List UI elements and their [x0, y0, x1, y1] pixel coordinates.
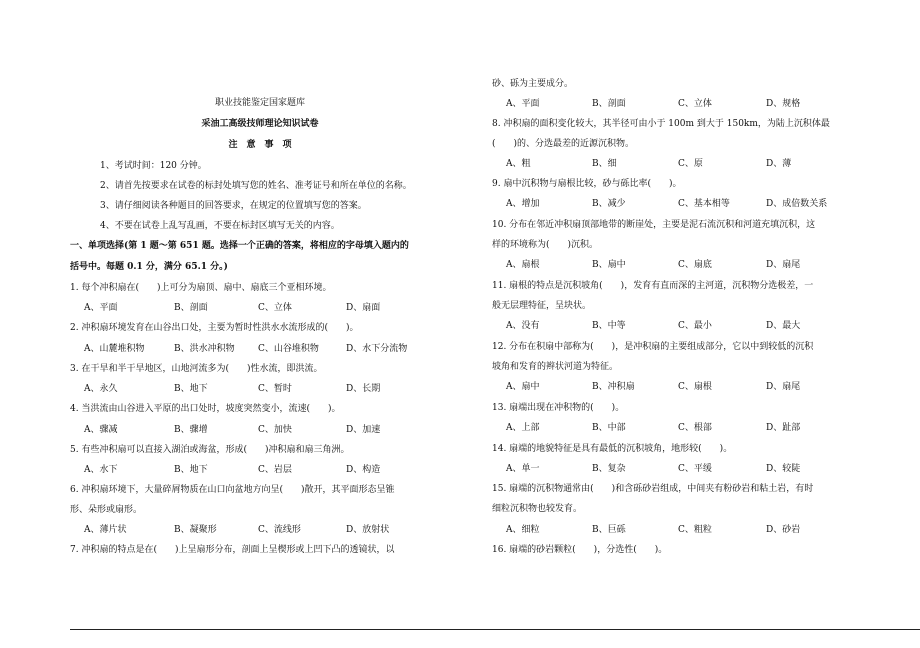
- option-b: B、中部: [592, 423, 626, 433]
- option-c: C、山谷堆积物: [258, 344, 319, 354]
- question-stem: 6. 冲积扇环境下，大量碎屑物质在山口向盆地方向呈( )散开，其平面形态呈锥: [70, 485, 395, 495]
- option-d: D、最大: [766, 321, 801, 331]
- option-d: D、扇尾: [766, 260, 801, 270]
- question-stem: 4. 当洪流由山谷进入平原的出口处时，坡度突然变小，流速( )。: [70, 404, 341, 414]
- question-options: [492, 198, 852, 210]
- option-a: A、山麓堆积物: [84, 344, 145, 354]
- option-a: A、骤减: [84, 425, 118, 435]
- option-d: D、较陡: [766, 464, 801, 474]
- question-options: [492, 381, 852, 393]
- question-options: [492, 259, 852, 271]
- option-b: B、骤增: [174, 425, 208, 435]
- option-d: D、构造: [346, 465, 381, 475]
- option-c: C、原: [678, 159, 703, 169]
- question-options: [492, 98, 852, 110]
- option-a: A、永久: [84, 384, 118, 394]
- question-stem-cont: 形、朵形或扇形。: [70, 505, 143, 515]
- option-a: A、扇中: [506, 382, 540, 392]
- page-bottom-rule: [70, 629, 920, 630]
- option-d: D、砂岩: [766, 525, 801, 535]
- option-a: A、细粒: [506, 525, 540, 535]
- question-stem: 12. 分布在积扇中部称为( )，是冲积扇的主要组成部分，它以中到较低的沉积: [492, 342, 814, 352]
- option-b: B、地下: [174, 465, 208, 475]
- option-c: C、立体: [678, 99, 712, 109]
- option-c: C、基本相等: [678, 199, 730, 209]
- question-options: [492, 320, 852, 332]
- notice-item: 4、不要在试卷上乱写乱画，不要在标封区填写无关的内容。: [100, 221, 340, 231]
- question-stem-cont: 坡角和发育的辫状河道为特征。: [492, 362, 619, 372]
- option-a: A、单一: [506, 464, 540, 474]
- option-a: A、平面: [506, 99, 540, 109]
- question-options: [70, 524, 450, 536]
- question-stem: 7. 冲积扇的特点是在( )上呈扇形分布，剖面上呈楔形或上凹下凸的透镜状，以: [70, 545, 395, 555]
- question-stem-cont: ( )的、分选最差的近源沉积物。: [492, 139, 635, 149]
- question-options: [70, 343, 450, 355]
- option-d: D、成倍数关系: [766, 199, 828, 209]
- option-d: D、薄: [766, 159, 792, 169]
- option-c: C、暂时: [258, 384, 292, 394]
- option-d: D、扇面: [346, 303, 381, 313]
- section-heading: 一、单项选择(第 1 题～第 651 题。选择一个正确的答案，将相应的字母填入题内的: [70, 241, 409, 251]
- option-a: A、扇根: [506, 260, 540, 270]
- option-c: C、岩层: [258, 465, 292, 475]
- question-stem: 16. 扇端的砂岩颗粒( )，分选性( )。: [492, 545, 668, 555]
- question-stem-cont: 细粒沉积物也较发育。: [492, 504, 583, 514]
- exam-bank-title: 职业技能鉴定国家题库: [214, 98, 305, 108]
- question-stem: 5. 有些冲积扇可以直接入湖泊或海盆，形成( )冲积扇和扇三角洲。: [70, 445, 350, 455]
- question-options: [70, 383, 450, 395]
- question-stem: 3. 在干旱和半干旱地区，山地河流多为( )性水流，即洪流。: [70, 364, 323, 374]
- question-stem: 10. 分布在邻近冲积扇顶部地带的断崖处，主要是泥石流沉积和河道充填沉积，这: [492, 220, 816, 230]
- question-stem-cont: 般无层理特征，呈块状。: [492, 301, 592, 311]
- option-a: A、没有: [506, 321, 540, 331]
- option-c: C、粗粒: [678, 525, 712, 535]
- option-d: D、放射状: [346, 525, 390, 535]
- question-stem: 11. 扇根的特点是沉积坡角( )，发育有直而深的主河道，沉积物分选极差，一: [492, 281, 814, 291]
- question-stem: 8. 冲积扇的面积变化较大，其半径可由小于 100m 到大于 150km，为陆上沉积体最: [492, 119, 830, 129]
- option-d: D、长期: [346, 384, 381, 394]
- notice-item: 1、考试时间：120 分钟。: [100, 161, 207, 171]
- option-a: A、上部: [506, 423, 540, 433]
- question-options: [70, 464, 450, 476]
- question-stem: 2. 冲积扇环境发育在山谷出口处，主要为暂时性洪水水流形成的( )。: [70, 323, 359, 333]
- option-c: C、流线形: [258, 525, 301, 535]
- notice-title: 注 意 事 项: [228, 140, 292, 150]
- question-stem: 1. 每个冲积扇在( )上可分为扇顶、扇中、扇底三个亚相环境。: [70, 283, 332, 293]
- option-d: D、扇尾: [766, 382, 801, 392]
- option-b: B、冲积扇: [592, 382, 635, 392]
- option-c: C、加快: [258, 425, 292, 435]
- question-stem-cont: 砂、砾为主要成分。: [492, 79, 574, 89]
- option-b: B、地下: [174, 384, 208, 394]
- option-d: D、规格: [766, 99, 801, 109]
- option-b: B、细: [592, 159, 617, 169]
- option-a: A、增加: [506, 199, 540, 209]
- option-b: B、剖面: [592, 99, 626, 109]
- section-heading-cont: 括号中。每题 0.1 分，满分 65.1 分。): [70, 262, 228, 272]
- option-b: B、剖面: [174, 303, 208, 313]
- option-c: C、扇底: [678, 260, 712, 270]
- option-b: B、扇中: [592, 260, 626, 270]
- option-c: C、平缓: [678, 464, 712, 474]
- option-b: B、洪水冲积物: [174, 344, 235, 354]
- option-a: A、平面: [84, 303, 118, 313]
- option-a: A、粗: [506, 159, 531, 169]
- question-options: [492, 524, 852, 536]
- notice-item: 3、请仔细阅读各种题目的回答要求，在规定的位置填写您的答案。: [100, 201, 367, 211]
- option-d: D、趾部: [766, 423, 801, 433]
- option-d: D、加速: [346, 425, 381, 435]
- option-a: A、水下: [84, 465, 118, 475]
- question-stem: 15. 扇端的沉积物通常由( )和含砾砂岩组成，中间夹有粉砂岩和粘土岩，有时: [492, 484, 814, 494]
- option-b: B、凝聚形: [174, 525, 217, 535]
- question-options: [492, 158, 852, 170]
- option-d: D、水下分流物: [346, 344, 408, 354]
- question-stem: 14. 扇端的地貌特征是具有最低的沉积坡角，地形较( )。: [492, 444, 733, 454]
- exam-title: 采油工高级技师理论知识试卷: [201, 119, 319, 129]
- option-b: B、中等: [592, 321, 626, 331]
- option-b: B、复杂: [592, 464, 626, 474]
- option-b: B、巨砾: [592, 525, 626, 535]
- option-b: B、减少: [592, 199, 626, 209]
- question-options: [70, 302, 450, 314]
- question-stem-cont: 样的环境称为( )沉积。: [492, 240, 599, 250]
- question-options: [492, 463, 852, 475]
- question-stem: 13. 扇端出现在冲积物的( )。: [492, 403, 625, 413]
- option-c: C、扇根: [678, 382, 712, 392]
- option-c: C、最小: [678, 321, 712, 331]
- option-a: A、薄片状: [84, 525, 127, 535]
- question-stem: 9. 扇中沉积物与扇根比较，砂与砾比率( )。: [492, 179, 682, 189]
- notice-item: 2、请首先按要求在试卷的标封处填写您的姓名、准考证号和所在单位的名称。: [100, 181, 412, 191]
- question-options: [70, 424, 450, 436]
- option-c: C、立体: [258, 303, 292, 313]
- option-c: C、根部: [678, 423, 712, 433]
- question-options: [492, 422, 852, 434]
